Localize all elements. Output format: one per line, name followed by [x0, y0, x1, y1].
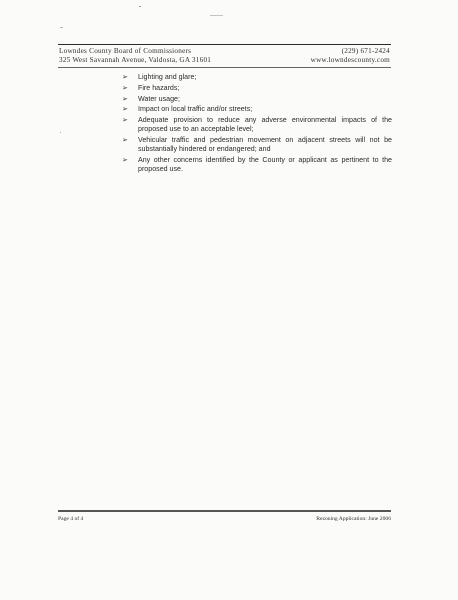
list-item-text: Impact on local traffic and/or streets; [138, 105, 253, 114]
list-item [122, 116, 392, 134]
page-footer [58, 510, 391, 522]
scan-speck [60, 27, 63, 28]
list-item [122, 73, 392, 82]
organization-name: Lowndes County Board of Commissioners [59, 47, 192, 55]
organization-address: 325 West Savannah Avenue, Valdosta, GA 31601 [59, 56, 212, 64]
header-right-block [311, 47, 390, 65]
arrow-bullet-icon: ➢ [122, 106, 128, 114]
list-item-text: Adequate provision to reduce any adverse environmental impacts of the proposed use to an acceptable level; [138, 116, 392, 134]
page-header [58, 44, 391, 68]
criteria-list [122, 73, 392, 176]
scan-speck [60, 132, 61, 133]
arrow-bullet-icon: ➢ [122, 157, 128, 165]
arrow-bullet-icon: ➢ [122, 95, 128, 103]
list-item-text: Fire hazards; [138, 83, 180, 92]
list-item-text: Vehicular traffic and pedestrian movement on adjacent streets will not be substantially hindered or endangered; and [138, 136, 392, 154]
arrow-bullet-icon: ➢ [122, 137, 128, 145]
arrow-bullet-icon: ➢ [122, 84, 128, 92]
arrow-bullet-icon: ➢ [122, 117, 128, 125]
header-left-block [59, 47, 211, 65]
list-item [122, 84, 392, 93]
organization-website: www.lowndescounty.com [310, 56, 390, 64]
arrow-bullet-icon: ➢ [122, 74, 128, 81]
scan-speck [210, 15, 223, 16]
page-number: Page 4 of 4 [58, 516, 84, 522]
list-item [122, 156, 392, 174]
list-item [122, 136, 392, 154]
scan-speck [139, 6, 141, 7]
list-item [122, 105, 392, 114]
organization-phone: (229) 671-2424 [341, 47, 390, 55]
list-item [122, 95, 392, 104]
document-version: Rezoning Application: June 2006 [316, 516, 391, 522]
list-item-text: Any other concerns identified by the County or applicant as pertinent to the proposed use. [138, 156, 392, 174]
list-item-text: Water usage; [138, 94, 180, 103]
list-item-text: Lighting and glare; [138, 73, 197, 81]
